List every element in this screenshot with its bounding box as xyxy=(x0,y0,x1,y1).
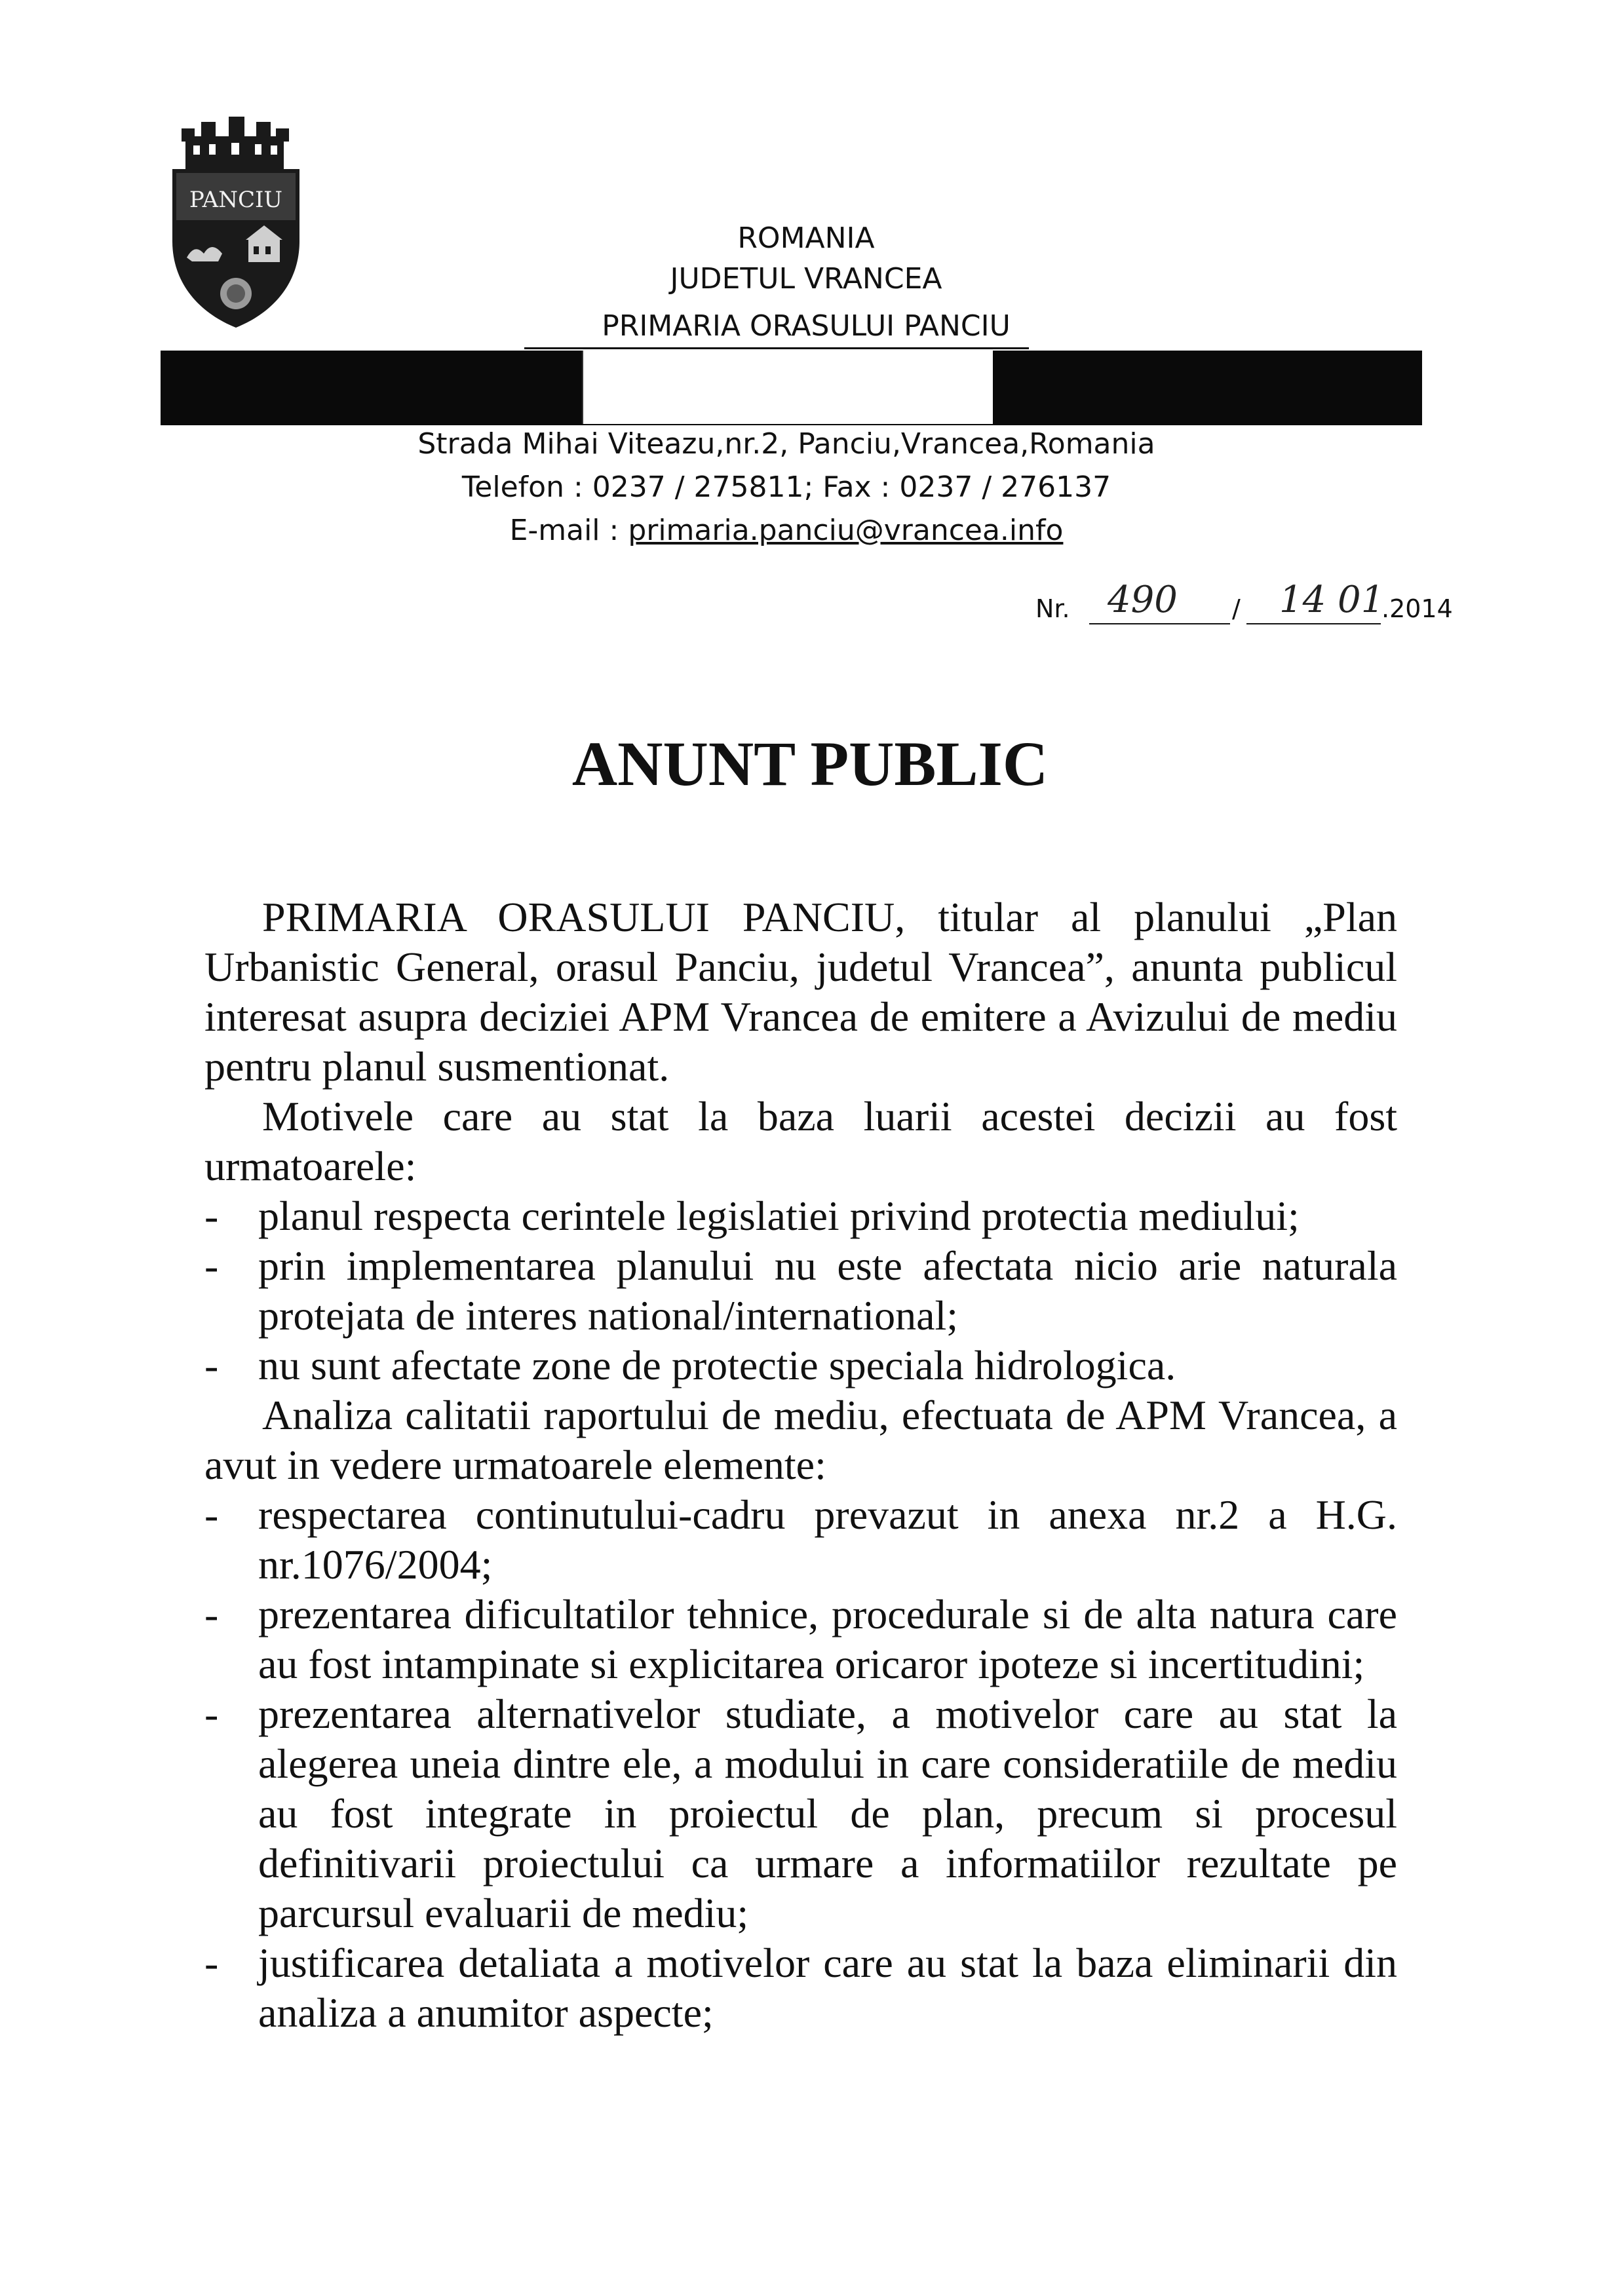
crest-text: PANCIU xyxy=(189,187,283,213)
reg-label: Nr. xyxy=(1035,594,1070,623)
reg-number-line xyxy=(1089,623,1230,624)
document-title: ANUNT PUBLIC xyxy=(571,729,1049,799)
motives-list xyxy=(204,1191,1397,1390)
list-item: - prezentarea alternativelor studiate, a motivelor care au stat la alegerea uneia dintre ele, a modului in care consideratiile de mediu au fost integrate in proiectul de plan, precum si procesul definitivarii proiectului ca urmare a informatiilor rezultate pe parcursul evaluarii de mediu; xyxy=(204,1691,1397,1936)
dash-marker: - xyxy=(204,1940,219,1986)
reg-date-handwritten: 14 01 xyxy=(1279,579,1385,621)
reg-number-handwritten: 490 xyxy=(1108,579,1178,621)
header-band-gap xyxy=(582,351,993,424)
analysis-intro: Analiza calitatii raportului de mediu, efectuata de APM Vrancea, a avut in vedere urmatoarele elemente: xyxy=(204,1392,1397,1488)
coat-of-arms-panciu xyxy=(167,117,305,330)
list-item: - planul respecta cerintele legislatiei privind protectia mediului; xyxy=(258,1191,1397,1241)
email-line xyxy=(328,514,1245,547)
phone-fax-line: Telefon : 0237 / 275811; Fax : 0237 / 276137 xyxy=(461,470,1111,504)
dash-marker: - xyxy=(204,1591,219,1637)
email-label: E-mail : xyxy=(509,514,628,547)
reg-date-line xyxy=(1246,623,1381,624)
header-underline xyxy=(524,347,1029,349)
dash-marker: - xyxy=(204,1491,219,1538)
dash-marker: - xyxy=(204,1342,219,1388)
intro-paragraph: PRIMARIA ORASULUI PANCIU, titular al planului „Plan Urbanistic General, orasul Panciu, judetul Vrancea”, anunta publicul interesat asupra deciziei APM Vrancea de emitere a Avizului de mediu pentru planul susmentionat. xyxy=(204,894,1397,1090)
header-county: JUDETUL VRANCEA xyxy=(670,262,942,296)
elements-list xyxy=(204,1490,1397,2038)
list-item: - respectarea continutului-cadru prevazut in anexa nr.2 a H.G. nr.1076/2004; xyxy=(204,1491,1397,1588)
email-address: primaria.panciu@vrancea.info xyxy=(628,514,1064,547)
registration-number xyxy=(1035,579,1455,632)
list-item: - justificarea detaliata a motivelor care au stat la baza eliminarii din analiza a anumitor aspecte; xyxy=(204,1940,1397,2036)
document-body xyxy=(204,892,1397,2038)
dash-marker: - xyxy=(204,1193,219,1239)
address-line: Strada Mihai Viteazu,nr.2, Panciu,Vrancea,Romania xyxy=(417,427,1155,461)
dash-marker: - xyxy=(204,1242,219,1289)
reg-year: .2014 xyxy=(1381,594,1453,623)
list-item: - nu sunt afectate zone de protectie speciala hidrologica. xyxy=(258,1341,1397,1390)
reg-separator: / xyxy=(1232,594,1241,623)
header-institution: PRIMARIA ORASULUI PANCIU xyxy=(602,309,1011,343)
motives-intro: Motivele care au stat la baza luarii acestei decizii au fost urmatoarele: xyxy=(204,1093,1397,1189)
header-country: ROMANIA xyxy=(737,221,875,255)
list-item: - prezentarea dificultatilor tehnice, procedurale si de alta natura care au fost intampinate si explicitarea oricaror ipoteze si incertitudini; xyxy=(204,1591,1397,1687)
dash-marker: - xyxy=(204,1691,219,1737)
list-item: - prin implementarea planului nu este afectata nicio arie naturala protejata de interes national/international; xyxy=(204,1242,1397,1339)
